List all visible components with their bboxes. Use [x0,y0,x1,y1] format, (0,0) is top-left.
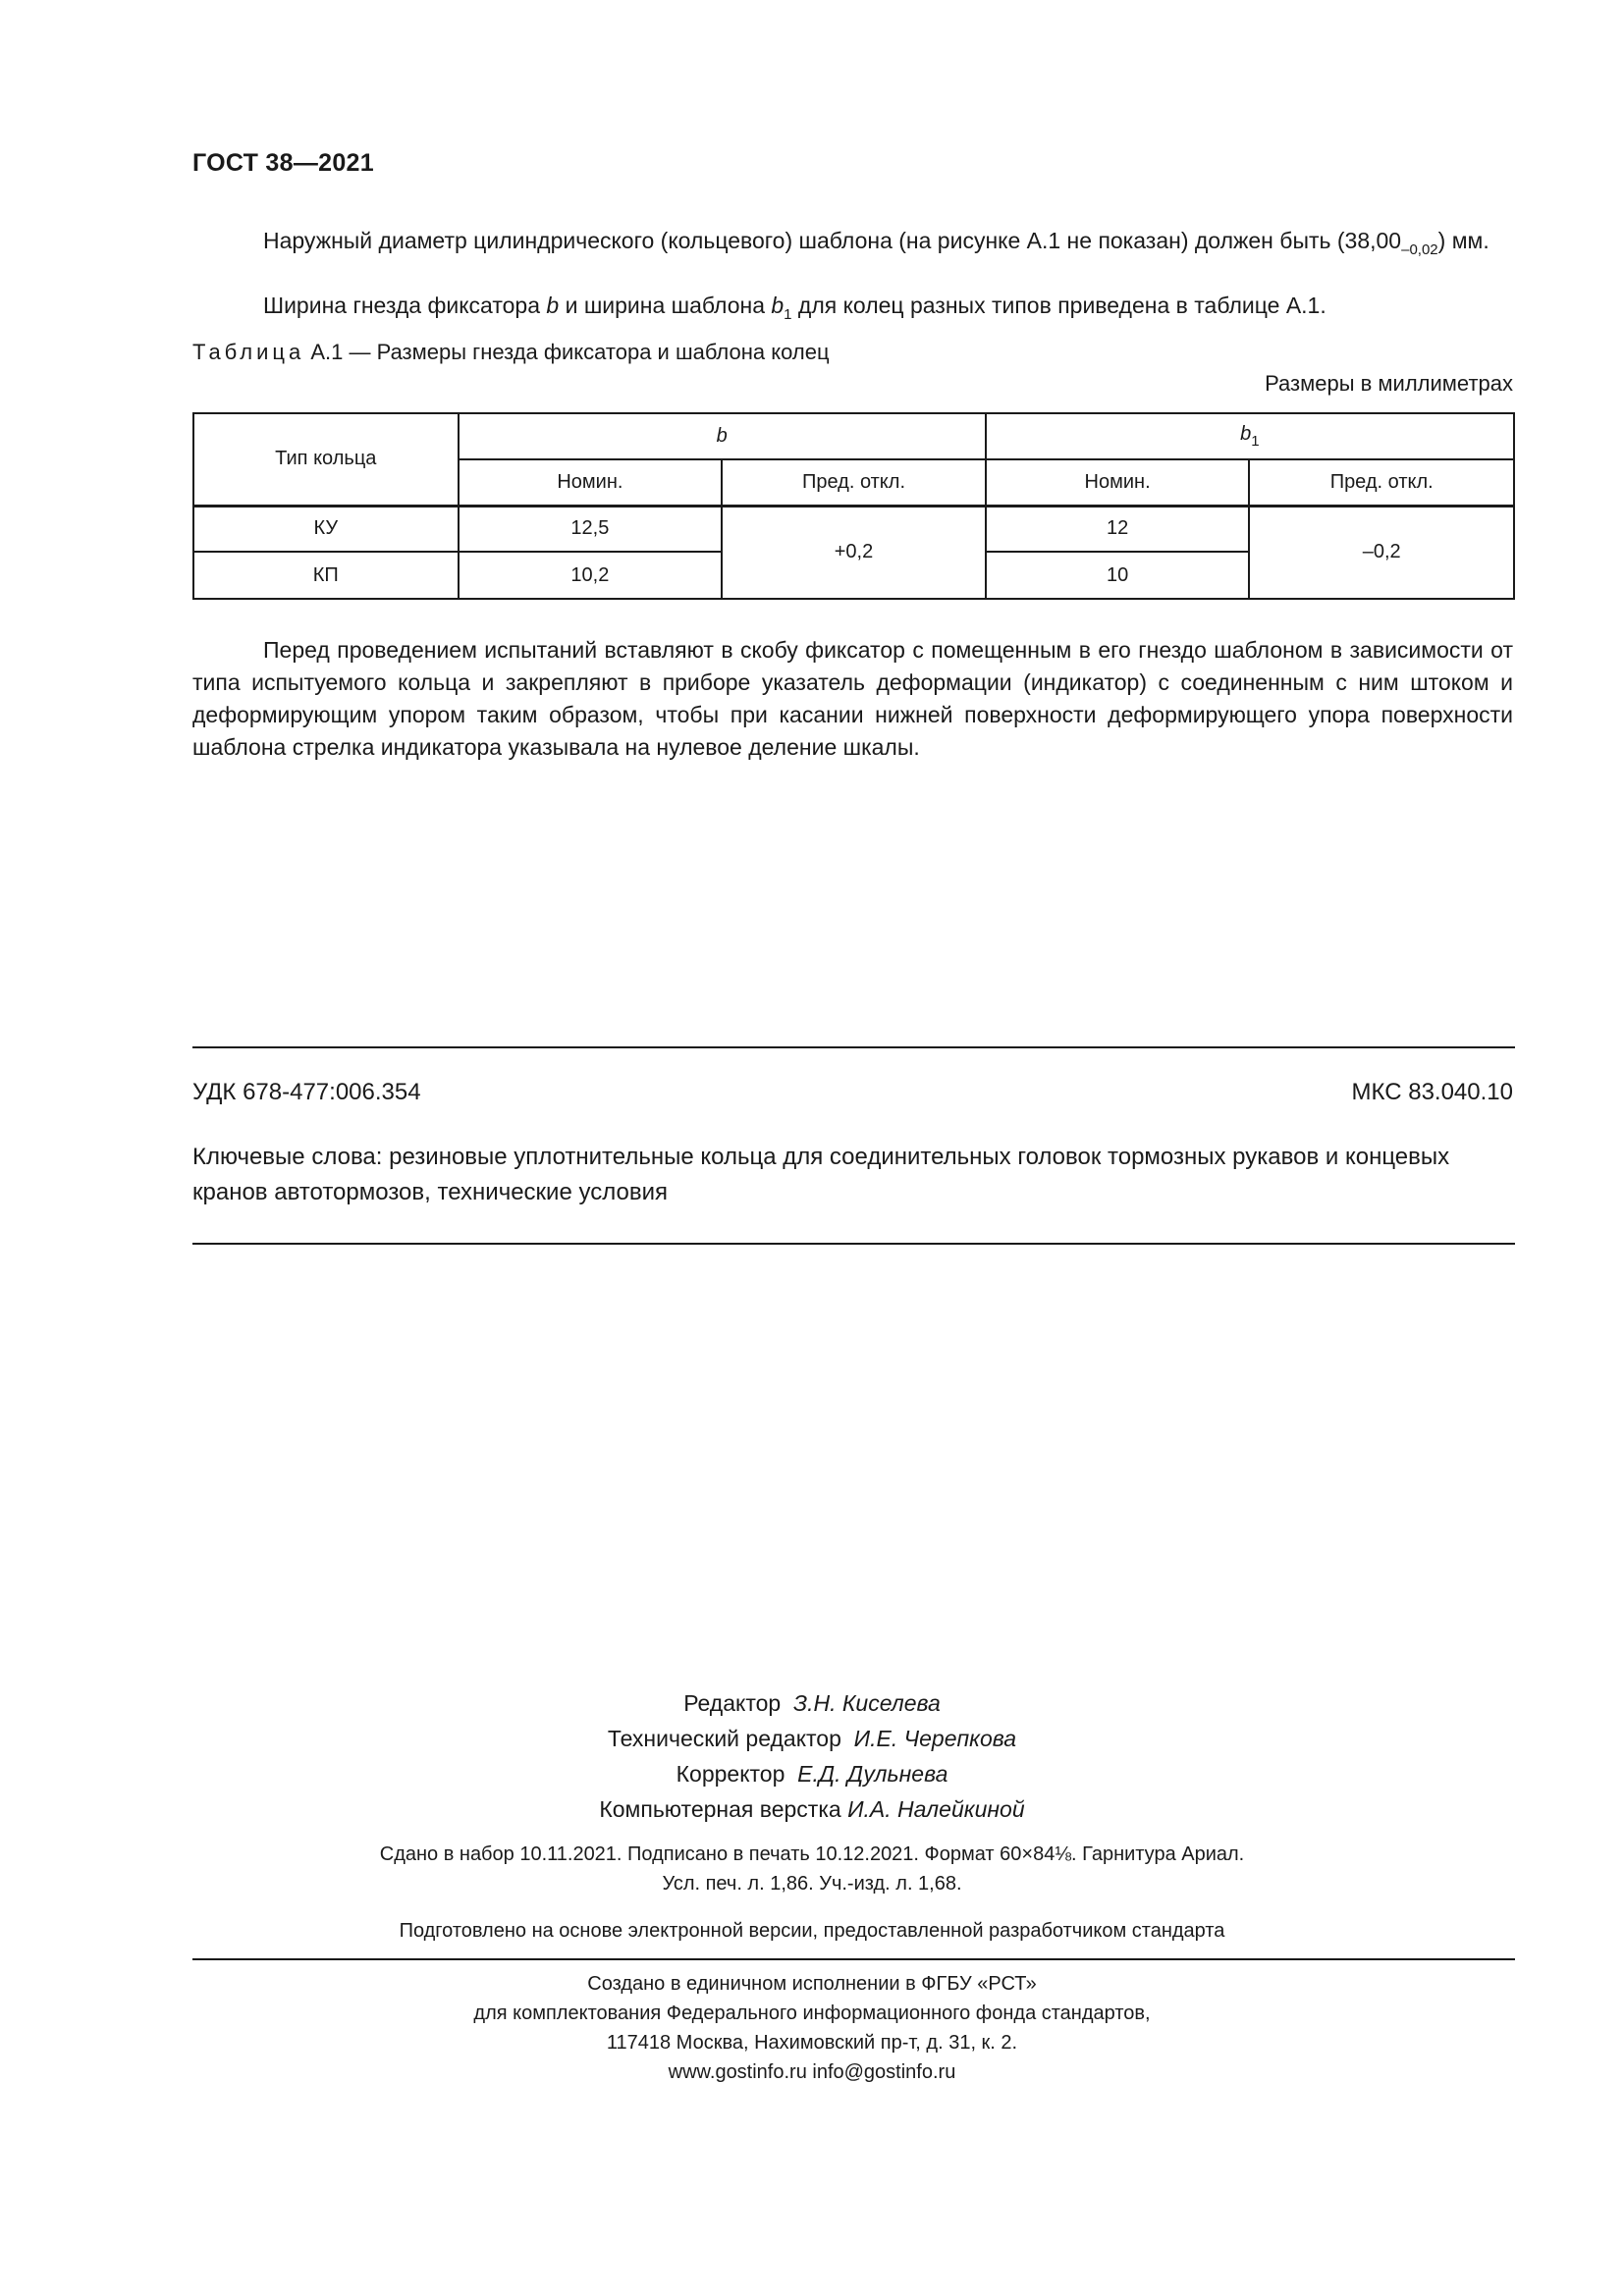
header-b1-deviation: Пред. откл. [1249,459,1514,506]
cell-b-deviation: +0,2 [722,506,986,599]
header-b1-subscript: 1 [1251,433,1260,450]
udk-code: УДК 678-477:006.354 [192,1079,421,1105]
credit-role: Компьютерная верстка [599,1796,841,1822]
cell-b1-deviation: –0,2 [1249,506,1514,599]
paragraph-text: и ширина шаблона [559,293,772,318]
contact-links: www.gostinfo.ru info@gostinfo.ru [668,2061,956,2083]
created-line: Создано в единичном исполнении в ФГБУ «РСТ» [587,1973,1037,1995]
header-b: b [459,413,986,459]
paragraph-text: Наружный диаметр цилиндрического (кольцевого) шаблона (на рисунке А.1 не показан) должен быть (38,00 [263,228,1402,253]
cell-b1-nominal: 12 [986,506,1250,552]
units-note: Размеры в миллиметрах [1265,371,1513,396]
credit-name: И.Е. Черепкова [853,1726,1017,1751]
keywords: Ключевые слова: резиновые уплотнительные кольца для соединительных головок тормозных рукавов и концевых кранов автотормозов, технические условия [192,1144,1450,1205]
dimensions-table [192,412,1515,600]
paragraph-text: ) мм. [1437,228,1489,253]
credit-line [0,1685,1624,1721]
header-b1-nominal: Номин. [986,459,1250,506]
document-header: ГОСТ 38—2021 [192,149,374,177]
header-type: Тип кольца [193,413,459,506]
credit-line [0,1791,1624,1827]
paragraph-width [192,290,1513,331]
caption-text: А.1 — Размеры гнезда фиксатора и шаблона колец [304,340,830,364]
divider [192,1046,1515,1048]
created-line: для комплектования Федерального информационного фонда стандартов, [473,2002,1151,2024]
paragraph-test-procedure: Перед проведением испытаний вставляют в скобу фиксатор с помещенным в его гнездо шаблоном в зависимости от типа испытуемого кольца и закрепляют в приборе указатель деформации (индикатор) с соединенным с ним штоком и деформирующим упором таким образом, чтобы при касании нижней поверхности деформирующего упора поверхности шаблона стрелка индикатора указывала на нулевое деление шкалы. [192,637,1513,760]
cell-type: КП [193,552,459,599]
prepared-note: Подготовлено на основе электронной версии, предоставленной разработчиком стандарта [399,1920,1225,1942]
divider [192,1243,1515,1245]
paragraph-text: Ширина гнезда фиксатора [263,293,547,318]
credit-name: И.А. Налейкиной [847,1796,1025,1822]
credit-role: Корректор [676,1761,785,1787]
imprint-line: Сдано в набор 10.11.2021. Подписано в печать 10.12.2021. Формат 60×84⅛. Гарнитура Ариал. [379,1843,1245,1865]
header-b-nominal: Номин. [459,459,723,506]
symbol-b: b [546,293,560,318]
credit-line [0,1721,1624,1756]
table-row [193,506,1514,552]
mks-code: МКС 83.040.10 [1351,1079,1513,1105]
cell-type: КУ [193,506,459,552]
paragraph-outer-diameter [192,225,1513,266]
cell-b-nominal: 12,5 [459,506,723,552]
credits-block [0,1685,1624,1827]
header-b-deviation: Пред. откл. [722,459,986,506]
symbol-b1: b [771,293,785,318]
created-line: 117418 Москва, Нахимовский пр-т, д. 31, к. 2. [606,2032,1018,2054]
caption-label: Таблица [192,340,305,364]
divider [192,1958,1515,1960]
imprint-line: Усл. печ. л. 1,86. Уч.-изд. л. 1,68. [662,1873,962,1895]
credit-name: Е.Д. Дульнева [797,1761,948,1787]
table-caption [192,340,830,365]
cell-b1-nominal: 10 [986,552,1250,599]
tolerance-subscript: –0,02 [1401,241,1438,258]
cell-b-nominal: 10,2 [459,552,723,599]
symbol-subscript: 1 [784,306,792,323]
paragraph-text: для колец разных типов приведена в таблице А.1. [791,293,1326,318]
credit-role: Редактор [683,1690,782,1716]
credit-role: Технический редактор [607,1726,841,1751]
credit-line [0,1756,1624,1791]
credit-name: З.Н. Киселева [792,1690,941,1716]
header-b1 [986,413,1514,459]
header-b1-symbol: b [1240,423,1252,445]
